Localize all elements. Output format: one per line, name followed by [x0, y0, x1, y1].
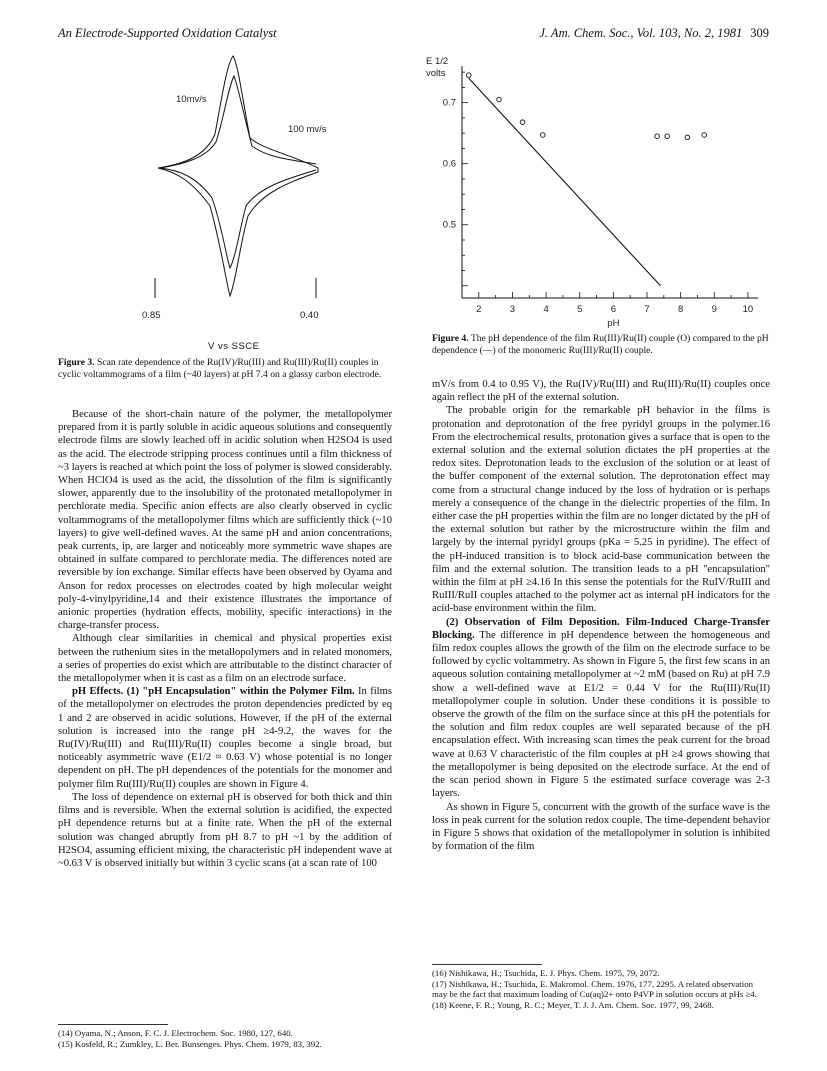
film-data-point — [466, 73, 471, 78]
figure-3-voltammogram — [140, 46, 350, 318]
para-similarities: Although clear similarities in chemical and physical properties exist between the ruthenium sites in the metallopolymers and in related monomers, a series of properties do exist which are attributable to the distinct character of the metallopolymer when it is cast as a film on an electrode surface. — [58, 633, 392, 685]
fig4-caption-text: The pH dependence of the film Ru(III)/Ru(II) couple (O) compared to the pH dependence (—) of the monomeric Ru(III)/Ru(II) couple. — [432, 333, 769, 356]
figure-3-caption — [58, 357, 392, 380]
footnote-17: (17) Nishikawa, H.; Tsuchida, E. Makromol. Chem. 1976, 177, 2295. A related observation may be the fact that maximum loading of Cu(aq)2+ onto P4VP in solution occurs at pHs ≥4. — [432, 978, 757, 1000]
film-data-point — [685, 135, 690, 140]
section-heading-ph-encapsulation: pH Effects. (1) "pH Encapsulation" within the Polymer Film. — [72, 686, 355, 698]
label-10mv: 10mv/s — [176, 94, 207, 105]
para-film-deposition: (2) Observation of Film Deposition. Film-Induced Charge-Transfer Blocking. The difference in pH dependence between the homogeneous and film redox couples allows the growth of the film on the electrode surface to be followed by cyclic voltammetry. As shown in Figure 5, the first few scans in an aqueous solution containing metallopolymer at ~2 mM (based on Ru) at pH 7.9 show a well-defined wave at E1/2 = 0.44 V for the Ru(III)/Ru(II) metallopolymer couple in solution. Under these conditions it is possible to observe the growth of the film on the surface since at this pH the potentials for the solution and film redox couples are well separated because of the pH encapsulation effect. With increasing scan times the peak current for the broad wave at 0.63 V characteristic of the film couples at pH ≥4 grows showing that the metallopolymer is being deposited on the electrode surface. At the end of the scan period shown in Figure 5 the estimated surface coverage was 2-3 layers. — [432, 616, 770, 800]
footnote-16: (16) Nishikawa, H.; Tsuchida, E. J. Phys. Chem. 1975, 79, 2072. — [432, 968, 660, 978]
y-tick-label-0.7: 0.7 — [442, 97, 456, 109]
running-header-title: An Electrode-Supported Oxidation Catalyst — [58, 26, 277, 40]
para-protonation: The probable origin for the remarkable pH behavior in the films is protonation and deprotonation of the free pyridyl groups in the polymer.16 From the electrochemical results, protonation gives a surface that is open to the external solution and the external solution dictates the pH properties at the redox sites. Deprotonation leads to the exclusion of the solution or at least of the buffer component of the external solution. The deprotonation effect may come from a structural change induced by the loss of hydration or is perhaps merely a consequence of the change in the dielectric properties of the film. In either case the pH properties within the film are no longer dictated by the pH of the external solution but rather by the microstructure within the film and largely by the internal pyridyl groups (pKa = 5.25 in pyridine). The effect of the pH-induced transition is to block acid-base communication between the film and the external solution. The transition leads to a pH "encapsulation" within the film at pH ≥4.16 In this sense the potentials for the RuIV/RuIII and RuIII/RuII couples attached to the polymer act as internal pH indicators for the acid-base environment within the film. — [432, 405, 770, 615]
footnote-14: (14) Oyama, N.; Anson, F. C. J. Electrochem. Soc. 1980, 127, 640. — [58, 1028, 293, 1038]
fig3-caption-text: Scan rate dependence of the Ru(IV)/Ru(III) and Ru(III)/Ru(II) couples in cyclic voltammograms of a film (~40 layers) at pH 7.4 on a glassy carbon electrode. — [58, 357, 382, 380]
film-data-point — [540, 133, 545, 138]
axis-right-potential: 0.40 — [300, 310, 319, 318]
left-column — [58, 408, 392, 870]
running-header-journal — [539, 26, 769, 41]
fig4-caption-lead: Figure 4. — [432, 333, 469, 344]
section-heading-film-deposition: (2) Observation of Film Deposition. Film-Induced Charge-Transfer Blocking. — [432, 616, 770, 641]
y-tick-label-0.6: 0.6 — [442, 158, 456, 170]
x-tick-label-10: 10 — [742, 304, 754, 315]
footnotes-left — [58, 1028, 392, 1049]
film-data-point — [665, 134, 670, 139]
y-tick-label-0.5: 0.5 — [442, 219, 456, 231]
y-axis-unit: volts — [426, 68, 446, 79]
x-tick-label-9: 9 — [711, 304, 717, 315]
figure-4-chart — [418, 52, 778, 332]
para-leaching: Because of the short-chain nature of the polymer, the metallopolymer prepared from it is partly soluble in acidic aqueous solutions and consequently electrode films are slowly leached off in acidic solution when H2SO4 is used as the acid. The electrode stripping process continues until a film thickness of ~3 layers is reached at which point the loss of polymer is slowed considerably. When HClO4 is used as the acid, the dissolution of the film is significantly slower, apparently due to the insolubility of the protonated metallopolymer in perchlorate media. Specific anion effects are also clearly observed in cyclic voltammograms of the metallopolymer films which are sufficiently thick (~10 layers) to give well-defined waves. At the same pH and anion concentrations, peak currents, ip, are larger and noticeably more symmetric wave shapes are obtained in sulfate compared to perchlorate media. The differences noted are reversible by ion exchange. Similar effects have been observed by Oyama and Anson for redox processes on electrodes coated by high molecular weight poly-4-vinylpyridine,14 and their existence illustrates the importance of anionic properties (hydration effects, mobility, specific interactions) in the charge-transfer process. — [58, 409, 392, 632]
x-tick-label-6: 6 — [610, 304, 617, 315]
label-100mv: 100 mv/s — [288, 124, 327, 135]
y-axis-label: E 1/2 — [426, 56, 449, 67]
footnotes-right — [432, 968, 770, 1010]
film-data-point — [655, 134, 660, 139]
film-data-point — [702, 133, 707, 138]
para-ph-effects: pH Effects. (1) "pH Encapsulation" within the Polymer Film. In films of the metallopolymer on electrodes the proton dependencies predicted by eq 1 and 2 are observed in acidic solutions. However, if the pH of the external solution is increased into the range pH ≥4-9.2, the waves for the Ru(IV)/Ru(III) and Ru(III)/Ru(II) couples become a single broad, but noticeably asymmetric wave (E1/2 ≈ 0.63 V) whose potential is no longer dependent on pH. The pH dependences of the potentials for the monomer and polymer film Ru(III)/Ru(II) couples are shown in Figure 4. — [58, 686, 392, 790]
monomer-line — [469, 78, 661, 286]
x-tick-label-2: 2 — [476, 304, 482, 315]
x-tick-label-3: 3 — [509, 304, 516, 315]
para-reversibility: The loss of dependence on external pH is observed for both thick and thin films and is reversible. When the external solution is acidified, the expected pH dependence returns but at a finite rate. When the pH of the external solution was changed abruptly from pH 8.7 to pH ~1 by the addition of H2SO4, assuming efficient mixing, the characteristic pH independent wave at ~0.63 V is observed initially but within 3 cyclic scans (at a scan rate of 100 — [58, 791, 392, 869]
fig3-xlabel: V vs SSCE — [208, 341, 260, 352]
x-axis-label: pH — [607, 318, 620, 329]
page-number: 309 — [750, 26, 769, 40]
cv-trace-100mv — [158, 56, 318, 296]
right-column — [432, 378, 770, 853]
axis-left-potential: 0.85 — [142, 310, 161, 318]
journal-citation: J. Am. Chem. Soc., Vol. 103, No. 2, 1981 — [539, 26, 743, 40]
film-data-point — [497, 97, 502, 102]
film-data-point — [520, 120, 525, 125]
fig3-caption-lead: Figure 3. — [58, 357, 95, 368]
footnote-15: (15) Kosfeld, R.; Zumkley, L. Ber. Bunsenges. Phys. Chem. 1979, 83, 392. — [58, 1038, 322, 1049]
figure-4-caption — [432, 333, 770, 356]
footnote-rule-right — [432, 964, 542, 965]
x-tick-label-8: 8 — [677, 304, 684, 315]
x-tick-label-5: 5 — [577, 304, 583, 315]
para-continuation: mV/s from 0.4 to 0.95 V), the Ru(IV)/Ru(III) and Ru(III)/Ru(II) couples once again reflect the pH of the external solution. — [432, 379, 770, 404]
footnote-rule-left — [58, 1024, 168, 1025]
footnote-18: (18) Keene, F. R.; Young, R. C.; Meyer, T. J. J. Am. Chem. Soc. 1977, 99, 2468. — [432, 999, 714, 1010]
para-peak-current-loss: As shown in Figure 5, concurrent with the growth of the surface wave is the loss in peak current for the solution redox couple. The time-dependent behavior in Figure 5 shows that oxidation of the metallopolymer in solution is inhibited by formation of the film — [432, 801, 770, 853]
x-tick-label-4: 4 — [543, 304, 549, 315]
x-tick-label-7: 7 — [644, 304, 650, 315]
